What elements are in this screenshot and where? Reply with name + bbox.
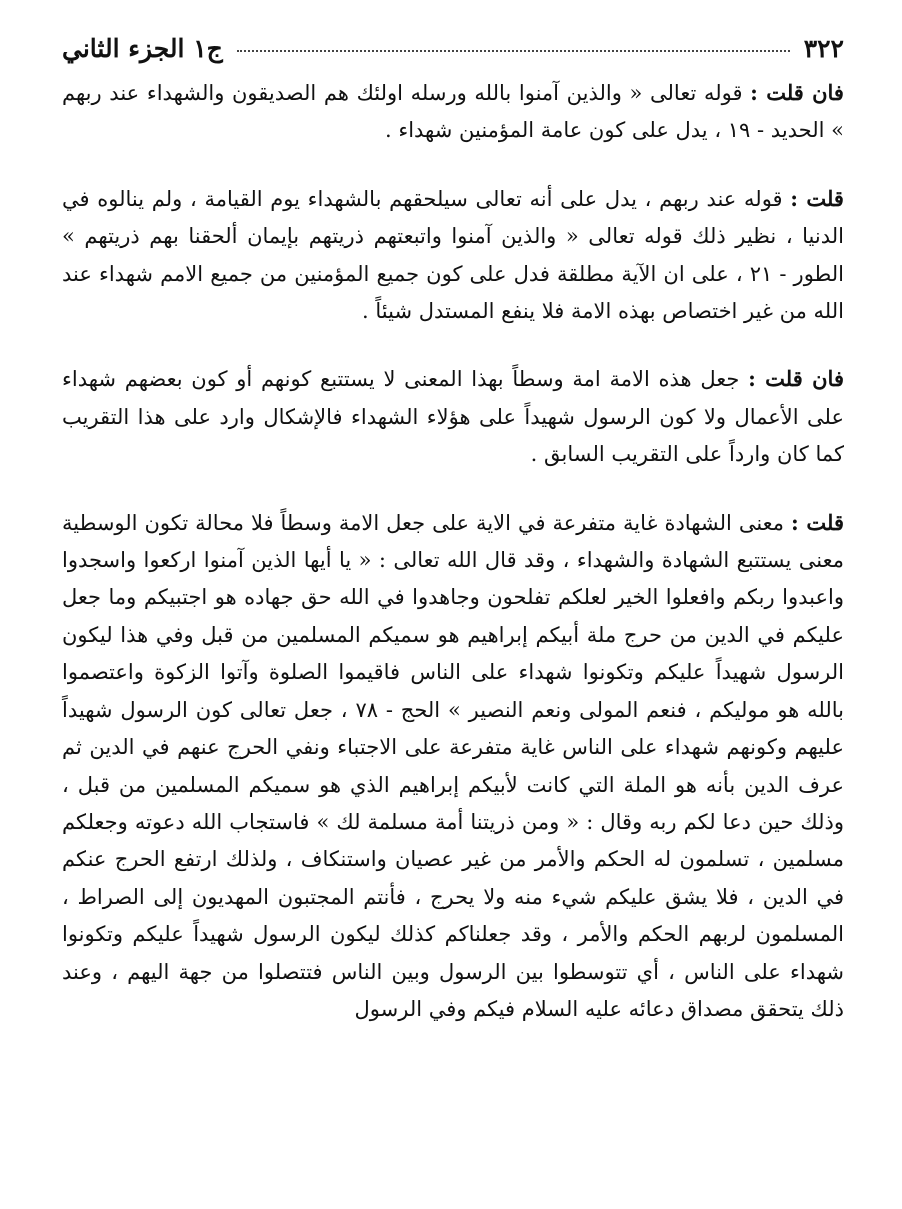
paragraph-4-text: معنى الشهادة غاية متفرعة في الاية على جعل الامة وسطاً فلا محالة تكون الوسطية معنى يستتبع الشهادة والشهداء ، وقد قال الله تعالى : « يا أيها الذين آمنوا اركعوا واسجدوا واعبدوا ربكم وافعلوا الخير لعلكم تفلحون وجاهدوا في الله حق جهاده هو اجتبيكم وما جعل عليكم في الدين من حرج ملة أبيكم إبراهيم هو سميكم المسلمين من قبل وفي هذا ليكون الرسول شهيداً عليكم وتكونوا شهداء على الناس فاقيموا الصلوة وآتوا الزكوة واعتصموا بالله هو موليكم ، فنعم المولى ونعم النصير » الحج - ٧٨ ، جعل تعالى كون الرسول شهيداً عليهم وكونهم شهداء على الناس غاية متفرعة على الاجتباء ونفي الحرج عنهم في الدين ثم عرف الدين بأنه هو الملة التي كانت لأبيكم إبراهيم الذي هو سميكم المسلمين من قبل ، وذلك حين دعا لكم ربه وقال : « ومن ذريتنا أمة مسلمة لك » فاستجاب الله دعوته وجعلكم مسلمين ، تسلمون له الحكم والأمر من غير عصيان واستنكاف ، ولذلك ارتفع الحرج عنكم في الدين ، فلا يشق عليكم شيء منه ولا يحرج ، فأنتم المجتبون المهديون إلى الصراط ، المسلمون لربهم الحكم والأمر ، وقد جعلناكم كذلك ليكون الرسول شهيداً عليكم وتكونوا شهداء على الناس ، أي تتوسطوا بين الرسول وبين الناس فتتصلوا من جهة اليهم ، وعند ذلك يتحقق مصداق دعائه عليه السلام فيكم وفي الرسول [62, 510, 844, 1021]
paragraph-2-text: قوله عند ربهم ، يدل على أنه تعالى سيلحقهم بالشهداء يوم القيامة ، ولم ينالوه في الدنيا ، نظير ذلك قوله تعالى « والذين آمنوا واتبعتهم ذريتهم بإيمان ألحقنا بهم ذريتهم » الطور - ٢١ ، على ان الآية مطلقة فدل على كون جميع المؤمنين من جميع الامم شهداء عند الله من غير اختصاص بهذه الامة فلا ينفع المستدل شيئاً . [62, 186, 845, 324]
paragraph-2-lead: قلت : [790, 185, 844, 211]
paragraph-3-lead: فان قلت : [748, 366, 844, 392]
paragraph-4-lead: قلت : [791, 509, 844, 535]
paragraph-1-lead: فان قلت : [750, 80, 844, 105]
paragraph-2 [62, 180, 844, 331]
book-page [62, 28, 844, 1178]
paragraph-3 [62, 360, 844, 473]
paragraph-1-text: قوله تعالى « والذين آمنوا بالله ورسله اولئك هم الصديقون والشهداء عند ربهم » الحديد - ١٩ ، يدل على كون عامة المؤمنين شهداء . [62, 81, 844, 143]
header-dotted-leader [237, 50, 790, 52]
running-title: ج١ الجزء الثاني [62, 33, 223, 63]
paragraph-4 [62, 504, 844, 1029]
page-number: ٣٢٢ [803, 33, 844, 63]
page-header [62, 28, 844, 68]
paragraph-1 [62, 74, 844, 150]
paragraph-3-text: جعل هذه الامة امة وسطاً بهذا المعنى لا يستتبع كونهم أو كون بعضهم شهداء على الأعمال ولا كون الرسول شهيداً على هؤلاء الشهداء فالإشكال وارد على هذا التقريب كما كان وارداً على التقريب السابق . [62, 367, 844, 467]
